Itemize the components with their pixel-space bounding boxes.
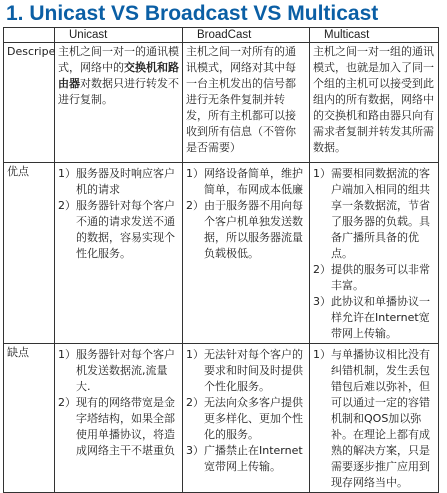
table-header-row bbox=[4, 28, 439, 43]
list-item-number: 1） bbox=[186, 348, 204, 361]
list-item bbox=[186, 166, 306, 198]
descripe-unicast-pre: 主机之间一对一的通讯模式，网络中的 bbox=[58, 45, 179, 74]
list-item-number: 3） bbox=[313, 295, 331, 308]
list-item-number: 3） bbox=[186, 444, 204, 457]
descripe-broadcast-text: 主机之间一对所有的通讯模式，网络对其中每一台主机发出的信号都进行无条件复制并转发，所有主机都可以接收到所有信息（不管你是否需要） bbox=[186, 45, 296, 154]
list-item bbox=[186, 395, 306, 443]
list-item-text: 无法针对每个客户的要求和时间及时提供个性化服务。 bbox=[204, 348, 303, 393]
list-item-number: 1） bbox=[58, 348, 76, 361]
list-item-number: 1） bbox=[186, 167, 204, 180]
cons-broadcast-list bbox=[186, 347, 306, 475]
list-item bbox=[58, 198, 179, 262]
list-item-text: 广播禁止在Internet宽带网上传输。 bbox=[204, 444, 303, 473]
list-item bbox=[313, 166, 435, 262]
cell-cons-broadcast bbox=[183, 344, 310, 493]
list-item-number: 2） bbox=[58, 199, 76, 212]
cell-pros-broadcast bbox=[183, 163, 310, 344]
pros-broadcast-list bbox=[186, 166, 306, 262]
list-item-text: 与单播协议相比没有纠错机制，发生丢包错包后难以弥补，但可以通过一定的容错机制和QOS加以弥补。在理论上都有成熟的解决方案，只是需要逐步推广应用到现存网络当中。 bbox=[331, 348, 430, 489]
descripe-multicast-text: 主机之间一对一组的通讯模式，也就是加入了同一个组的主机可以接受到此组内的所有数据，网络中的交换机和路由器只向有需求者复制并转发其所需数据。 bbox=[313, 45, 434, 154]
pros-multicast-list bbox=[313, 166, 435, 342]
descripe-unicast-text bbox=[58, 44, 179, 108]
list-item-text: 现有的网络带宽是金字塔结构，如果全部使用单播协议，将造成网络主干不堪重负 bbox=[76, 396, 175, 457]
list-item-text: 提供的服务可以非常丰富。 bbox=[331, 263, 430, 292]
cell-pros-unicast bbox=[55, 163, 183, 344]
cell-descripe-unicast bbox=[55, 43, 183, 163]
cons-unicast-list bbox=[58, 347, 179, 459]
header-unicast: Unicast bbox=[55, 28, 183, 43]
list-item-number: 2） bbox=[313, 263, 331, 276]
table-row-cons bbox=[4, 344, 439, 493]
table-row-descripe bbox=[4, 43, 439, 163]
list-item-text: 需要相同数据流的客户端加入相同的组共享一条数据流，节省了服务器的负载。具备广播所具备的优点。 bbox=[331, 167, 430, 260]
cell-cons-unicast bbox=[55, 344, 183, 493]
row-label-descripe: Descripe bbox=[4, 43, 55, 163]
list-item-text: 此协议和单播协议一样允许在Internet宽带网上传输。 bbox=[331, 295, 430, 340]
cell-pros-multicast bbox=[310, 163, 439, 344]
descripe-unicast-bold: 交换机和路由器 bbox=[58, 61, 179, 90]
pros-unicast-list bbox=[58, 166, 179, 262]
cell-cons-multicast bbox=[310, 344, 439, 493]
list-item-number: 1） bbox=[58, 167, 76, 180]
list-item-text: 服务器及时响应客户机的请求 bbox=[76, 167, 175, 196]
list-item-text: 网络设备简单，维护简单，布网成本低廉 bbox=[204, 167, 303, 196]
descripe-unicast-post: 对数据只进行转发不进行复制。 bbox=[58, 77, 179, 106]
list-item-text: 服务器针对每个客户不通的请求发送不通的数据，容易实现个性化服务。 bbox=[76, 199, 175, 260]
list-item-number: 1） bbox=[313, 348, 331, 361]
cell-descripe-multicast bbox=[310, 43, 439, 163]
list-item bbox=[58, 347, 179, 395]
list-item bbox=[313, 262, 435, 294]
row-label-pros: 优点 bbox=[4, 163, 55, 344]
list-item-number: 2） bbox=[58, 396, 76, 409]
header-multicast: Multicast bbox=[310, 28, 439, 43]
cell-descripe-broadcast bbox=[183, 43, 310, 163]
list-item bbox=[313, 294, 435, 342]
list-item bbox=[58, 166, 179, 198]
list-item-text: 由于服务器不用向每个客户机单独发送数据，所以服务器流量负载极低。 bbox=[204, 199, 303, 260]
list-item-number: 2） bbox=[186, 396, 204, 409]
list-item bbox=[186, 198, 306, 262]
header-broadcast: BroadCast bbox=[183, 28, 310, 43]
cons-multicast-list bbox=[313, 347, 435, 491]
list-item-text: 无法向众多客户提供更多样化、更加个性化的服务。 bbox=[204, 396, 303, 441]
page-title: 1. Unicast VS Broadcast VS Multicast bbox=[6, 2, 379, 25]
row-label-cons: 缺点 bbox=[4, 344, 55, 493]
list-item-text: 服务器针对每个客户机发送数据流,流量大. bbox=[76, 348, 175, 393]
table-row-pros bbox=[4, 163, 439, 344]
list-item-number: 2） bbox=[186, 199, 204, 212]
list-item bbox=[58, 395, 179, 459]
list-item-number: 1） bbox=[313, 167, 331, 180]
comparison-table bbox=[3, 27, 439, 493]
list-item bbox=[313, 347, 435, 491]
list-item bbox=[186, 347, 306, 395]
header-corner-cell bbox=[4, 28, 55, 43]
list-item bbox=[186, 443, 306, 475]
